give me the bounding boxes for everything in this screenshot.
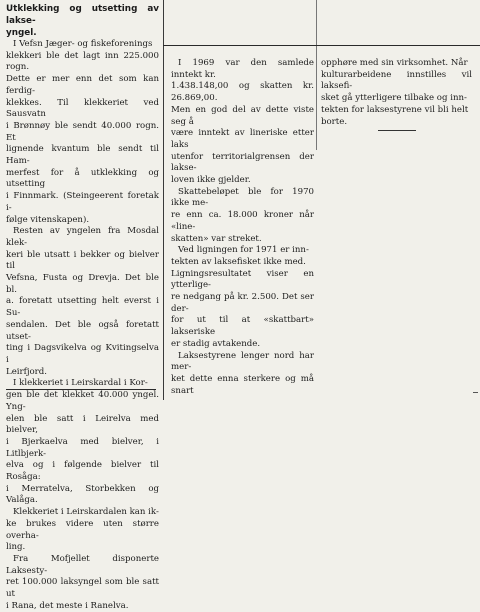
- article-end-rule: [378, 130, 416, 131]
- text-line: være inntekt av lineriske etter laks: [171, 128, 314, 150]
- paragraph: [171, 187, 314, 246]
- article-heading: [6, 3, 159, 39]
- text-line: merfest for å utklekking og utsetting: [6, 167, 159, 190]
- article-column-3: [321, 58, 472, 128]
- text-line: utenfor territorialgrensen der lakse-: [171, 151, 314, 174]
- text-line: opphøre med sin virksomhet. Når: [321, 58, 468, 68]
- paragraph: [6, 554, 159, 612]
- text-line: klekkeri ble det lagt inn 225.000 rogn.: [6, 50, 159, 73]
- text-line: elva og i følgende bielver til Rosåga:: [6, 460, 159, 483]
- paragraph: [6, 39, 159, 226]
- text-line: Fra Mofjellet disponerte Laksesty-: [6, 553, 159, 576]
- column-divider-left: [163, 0, 164, 400]
- text-line: Ved ligningen for 1971 er inn-: [178, 245, 309, 256]
- text-line: Skattebeløpet ble for 1970 ikke me-: [171, 186, 314, 209]
- text-line: ke brukes videre uten større overha-: [6, 518, 159, 541]
- text-line: a. foretatt utsetting helt everst i Su-: [6, 296, 159, 319]
- text-line: i Bjerkaelva med bielver, i Litlbjerk-: [6, 436, 159, 459]
- paragraph: [6, 507, 159, 554]
- text-line: sket gå ytterligere tilbake og inn-: [321, 93, 467, 104]
- text-line: er stadig avtakende.: [171, 338, 261, 349]
- text-line: ket dette enna sterkere og må snart: [171, 373, 314, 396]
- text-line: I klekkeriet i Leirskardal i Kor-: [13, 378, 148, 389]
- text-line: følge vitenskapen).: [6, 214, 90, 225]
- text-line: 1.438.148,00 og skatten kr. 26.869,00.: [171, 81, 314, 104]
- text-line: loven ikke gjelder.: [171, 175, 251, 186]
- text-line: ret 100.000 laksyngel som ble satt ut: [6, 577, 159, 600]
- text-line: i Brønnøy ble sendt 40.000 rogn. Et: [6, 120, 159, 143]
- text-line: elen ble satt i Leirelva med bielver,: [6, 413, 159, 436]
- text-line: Resten av yngelen fra Mosdal klek-: [6, 226, 159, 248]
- paragraph: [171, 245, 314, 350]
- paragraph: [171, 351, 314, 398]
- top-section-rule: [163, 45, 480, 46]
- text-line: Men en god del av dette viste seg å: [171, 104, 314, 127]
- article-column-2: [171, 58, 314, 397]
- text-line: ling.: [6, 542, 26, 553]
- paragraph: [321, 58, 472, 128]
- text-line: ting i Dagsvikelva og Kvitingselva i: [6, 343, 159, 365]
- text-line: tekten av laksefisket ikke med.: [171, 256, 306, 267]
- text-line: borte.: [321, 116, 348, 127]
- text-line: tekten for laksestyrene vil bli helt: [321, 104, 469, 115]
- heading-line: Utklekking og utsetting av lakse-: [6, 4, 159, 26]
- text-line: re nedgang på kr. 2.500. Det ser der-: [171, 292, 314, 314]
- text-line: sendalen. Det ble også foretatt utset-: [6, 319, 159, 342]
- text-line: Laksestyrene lenger nord har mer-: [171, 350, 314, 373]
- column-divider-right: [316, 0, 317, 150]
- text-line: Leirfjord.: [6, 366, 48, 377]
- text-line: lignende kvantum ble sendt til Ham-: [6, 144, 159, 167]
- text-line: Vefsna, Fusta og Drevja. Det ble bl.: [6, 273, 159, 295]
- text-line: skatten» var streket.: [171, 233, 262, 244]
- text-line: for ut til at «skattbart» lakseriske: [171, 315, 314, 338]
- text-line: Ligningsresultatet viser en ytterlige-: [171, 268, 314, 291]
- text-line: kulturarbeidene innstilles vil laksefi-: [321, 69, 472, 92]
- text-line: Klekkeriet i Leirskardalen kan ik-: [13, 507, 159, 518]
- text-line: klekkes. Til klekkeriet ved Sausvatn: [6, 97, 159, 120]
- text-line: i Rana, det meste i Ranelva.: [6, 600, 129, 611]
- text-line: keri ble utsatt i bekker og bielver til: [6, 249, 159, 272]
- corner-mark: [473, 392, 478, 396]
- text-line: i Merratelva, Storbekken og Valåga.: [6, 483, 159, 506]
- text-line: re enn ca. 18.000 kroner når «line-: [171, 210, 314, 232]
- paragraph: [171, 58, 314, 187]
- article-column-1: [6, 3, 159, 612]
- text-line: I 1969 var den samlede inntekt kr.: [171, 58, 314, 80]
- paragraph: [6, 226, 159, 378]
- text-line: i Finnmark. (Steingeerent foretak i-: [6, 191, 159, 213]
- paragraph: [6, 378, 159, 507]
- heading-line: yngel.: [6, 28, 37, 38]
- text-line: Dette er mer enn det som kan ferdig-: [6, 74, 159, 96]
- text-line: gen ble det klekket 40.000 yngel. Yng-: [6, 390, 159, 412]
- text-line: I Vefsn Jæger- og fiskeforenings: [13, 39, 153, 49]
